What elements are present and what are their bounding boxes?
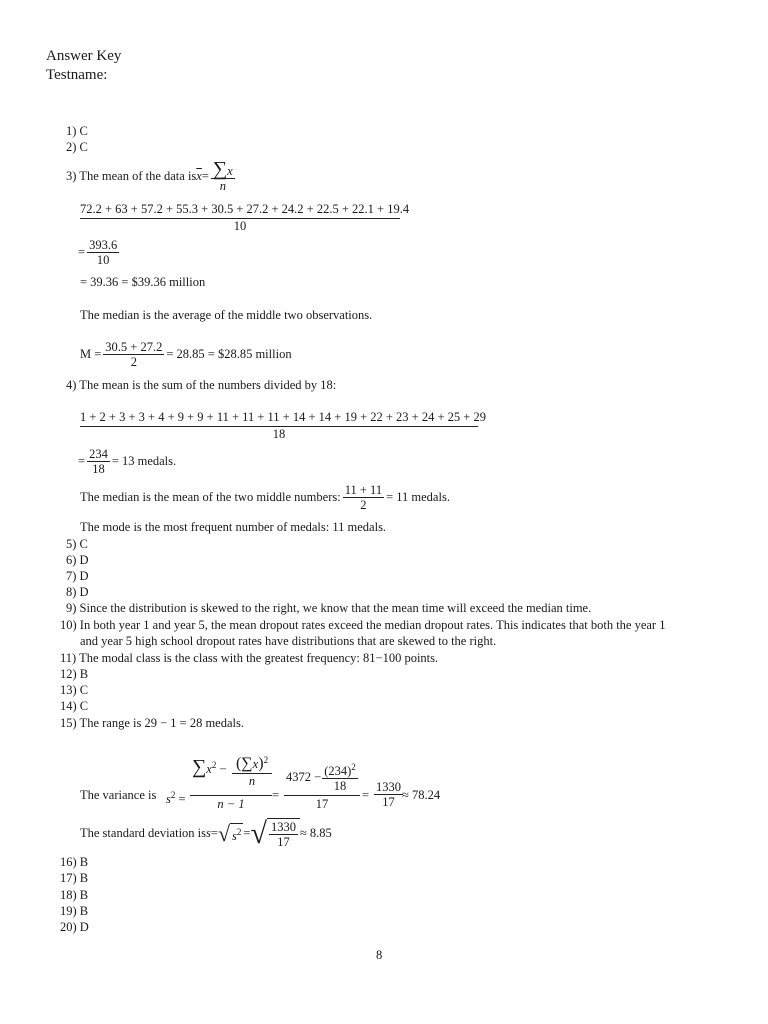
answer-4-mode-text: The mode is the most frequent number of medals: 11 medals.: [80, 520, 387, 534]
equals-sign: =: [362, 788, 370, 802]
answer-key-title: Answer Key: [46, 48, 122, 64]
answer-19: 19) B: [60, 904, 89, 918]
mean-formula-fraction: $\frac{\sum x}{n}$: [212, 158, 233, 193]
answer-18: 18) B: [60, 888, 89, 902]
answer-11: 11) The modal class is the class with the greatest frequency: 81−100 points.: [60, 651, 439, 665]
answer-13: 13) C: [60, 683, 89, 697]
answer-4-frac2-line: = $\frac{234}{18}$ = 13 medals.: [78, 447, 177, 476]
variance-number-numerator: 4372 −: [286, 770, 322, 784]
sigma-icon: ∑: [192, 756, 207, 779]
answer-2: 2) C: [66, 140, 88, 154]
variance-formula-numerator: $\sum x^2$ −: [192, 756, 227, 779]
answer-10-line-2: and year 5 high school dropout rates have distributions that are skewed to the right.: [80, 634, 497, 648]
square-root-icon: √ $\frac{1330}{17}$: [250, 818, 299, 849]
answer-4-median-line: The median is the mean of the two middle numbers: $\frac{11 + 11}{2}$ = 11 medals.: [80, 483, 450, 512]
standard-deviation-line: The standard deviation is s = √ $s^2$ = √ $\frac{1330}{17}$ ≈ 8.85: [80, 817, 332, 850]
variance-number-denominator: 17: [315, 797, 329, 811]
answer-9: 9) Since the distribution is skewed to the right, we know that the mean time will exceed the median time.: [66, 601, 592, 615]
answer-17: 17) B: [60, 871, 89, 885]
answer-14: 14) C: [60, 699, 89, 713]
answer-12: 12) B: [60, 667, 89, 681]
answer-8: 8) D: [66, 585, 89, 599]
answer-3-median-text: The median is the average of the middle two observations.: [80, 308, 373, 322]
answer-3-frac2: $\frac{393.6}{10}$: [89, 238, 118, 267]
answer-4-frac2: $\frac{234}{18}$: [89, 447, 108, 476]
xbar-symbol: $\overline{x}$: [196, 169, 202, 183]
answer-16: 16) B: [60, 855, 89, 869]
page-number: 8: [376, 948, 383, 962]
variance-s-squared: $s^2$ =: [166, 790, 186, 807]
variance-label: The variance is: [80, 788, 157, 802]
variance-result: ≈ 78.24: [402, 788, 441, 802]
answer-3-mean-result: = 39.36 = $39.36 million: [80, 275, 206, 289]
answer-3-lead: 3) The mean of the data is: [66, 169, 197, 183]
answer-4-sum-denominator: 18: [272, 427, 286, 441]
answer-4-lead: 4) The mean is the sum of the numbers divided by 18:: [66, 378, 337, 392]
answer-4-median-fraction: $\frac{11 + 11}{2}$: [344, 483, 383, 512]
answer-4-sum-numerator: 1 + 2 + 3 + 3 + 4 + 9 + 9 + 11 + 11 + 11 + 14 + 14 + 19 + 22 + 23 + 24 + 25 + 29: [80, 410, 486, 424]
answer-7: 7) D: [66, 569, 89, 583]
square-root-icon: √ $s^2$: [217, 820, 242, 846]
answer-10-line-1: 10) In both year 1 and year 5, the mean dropout rates exceed the median dropout rates. This indicates that both the year 1: [60, 618, 666, 632]
variance-inner-fraction: $(\sum x)^2$ n: [232, 752, 272, 788]
answer-6: 6) D: [66, 553, 89, 567]
answer-3-frac2-line: = $\frac{393.6}{10}$: [78, 238, 118, 267]
variance-result-fraction: 1330 17: [376, 780, 401, 809]
answer-3-sum-denominator: 10: [233, 219, 247, 233]
fraction-bar: [190, 795, 272, 796]
answer-3-sum-numerator: 72.2 + 63 + 57.2 + 55.3 + 30.5 + 27.2 + 24.2 + 22.5 + 22.1 + 19.4: [80, 202, 410, 216]
sigma-icon: ∑: [212, 158, 228, 180]
variance-number-inner-fraction: $(234)^2$ 18: [322, 760, 358, 793]
variance-formula-denominator: n − 1: [217, 797, 245, 811]
answer-15-lead: 15) The range is 29 − 1 = 28 medals.: [60, 716, 244, 730]
answer-3-median-line: M = $\frac{30.5 + 27.2}{2}$ = 28.85 = $28.85 million: [80, 340, 292, 369]
answer-1: 1) C: [66, 124, 88, 138]
equals-sign: =: [272, 788, 280, 802]
answer-20: 20) D: [60, 920, 89, 934]
equals-sign: =: [201, 169, 209, 183]
testname-label: Testname:: [46, 67, 108, 83]
median-fraction: $\frac{30.5 + 27.2}{2}$: [105, 340, 163, 369]
answer-3-mean-line: [66, 160, 237, 193]
answer-5: 5) C: [66, 537, 88, 551]
fraction-bar: [284, 795, 360, 796]
